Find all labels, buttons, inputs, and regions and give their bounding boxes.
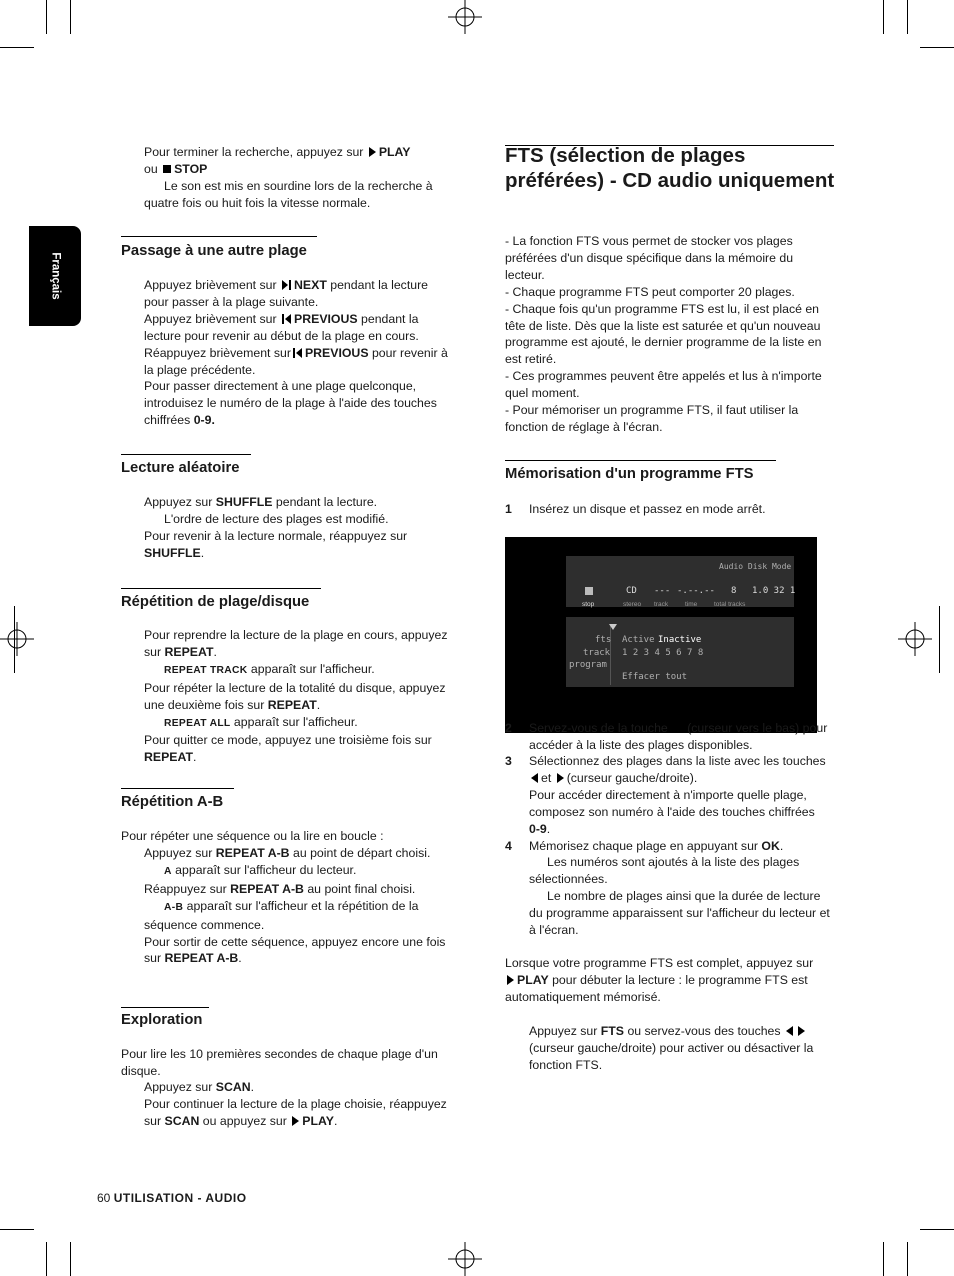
exploration-intro: Pour lire les 10 premières secondes de chaque plage d'un disque.: [121, 1047, 438, 1078]
repetition-text: Pour reprendre la lecture de la plage en cours, appuyez sur REPEAT. REPEAT TRACK apparaît sur l'afficheur. Pour répéter la lecture de la totalité du disque, appuyez une deuxième fois sur REPEAT. REPEAT ALL apparaît sur l'afficheur. Pour quitter ce mode, appuyez une troisième fois sur REPEAT.: [144, 628, 448, 765]
mute-note: Le son est mis en sourdine lors de la recherche à quatre fois ou huit fois la vitesse normale.: [144, 179, 433, 210]
osd-label-fts: fts: [595, 635, 612, 645]
section-rule: [121, 454, 251, 455]
osd-stereo-label: stereo: [623, 601, 642, 608]
section-title-memorisation: Mémorisation d'un programme FTS: [505, 466, 754, 482]
cursor-right-icon: [798, 1026, 805, 1036]
section-title-ab: Répétition A-B: [121, 794, 224, 810]
cursor-left-icon: [531, 773, 538, 783]
section-rule: [121, 1007, 209, 1008]
footer-section: UTILISATION - AUDIO: [113, 1191, 247, 1205]
play-icon: [507, 975, 514, 985]
section-title-repetition: Répétition de plage/disque: [121, 594, 310, 610]
intro-line: - La fonction FTS vous permet de stocker vos plages préférées d'un disque spécifique dans la mémoire du lecteur.: [505, 234, 794, 282]
lecture-text: Appuyez sur SHUFFLE pendant la lecture.: [144, 495, 378, 509]
osd-clear-all[interactable]: Effacer tout: [622, 672, 688, 682]
osd-track-numbers[interactable]: 1 2 3 4 5 6 7 8: [622, 648, 704, 658]
section-title-lecture: Lecture aléatoire: [121, 460, 240, 476]
registration-mark-icon: [448, 1242, 482, 1276]
registration-mark-icon: [0, 622, 34, 656]
osd-label-track: track: [583, 648, 611, 658]
passage-text: Appuyez brièvement sur NEXT pendant la lecture pour passer à la plage suivante. Appuyez brièvement sur PREVIOUS pendant la lecture pour revenir au début de la plage en cours. Réappuyez brièvement sur PREVIOUS pour revenir à la plage précédente. Pour passer directement à une plage quelconque, introduisez le numéro de la plage à l'aide des touches chiffrées 0-9.: [144, 278, 448, 428]
intro-line: - Pour mémoriser un programme FTS, il faut utiliser la fonction de réglage à l'écran.: [505, 403, 799, 434]
language-tab: [29, 226, 81, 326]
osd-time-label: time: [685, 601, 698, 608]
osd-inactive[interactable]: Inactive: [658, 635, 702, 645]
section-rule: [505, 460, 776, 461]
ab-text: Appuyez sur REPEAT A-B au point de départ choisi. A apparaît sur l'afficheur du lecteur. Réappuyez sur REPEAT A-B au point final choisi. A-B apparaît sur l'afficheur et la répétition de la séquence commence. Pour sortir de cette séquence, appuyez encore une fois sur REPEAT A-B.: [144, 846, 446, 966]
cursor-down-icon: [609, 623, 617, 631]
stop-icon: [163, 165, 171, 173]
previous-icon: [293, 348, 303, 358]
play-icon: [292, 1116, 299, 1126]
osd-label-program: program: [569, 660, 607, 670]
section-title-passage: Passage à une autre plage: [121, 243, 307, 259]
osd-extra: 1.0 32 1: [752, 586, 796, 596]
osd-total-value: 8: [731, 586, 737, 596]
step-4-note-1: Les numéros sont ajoutés à la liste des plages sélectionnées.: [529, 855, 800, 886]
play-icon: [369, 147, 376, 157]
intro-line: - Chaque fois qu'un programme FTS est lu, il est placé en tête de liste. Dès que la liste est saturée et qu'un nouveau programme est ajouté, le dernier programme de la liste en est retiré.: [505, 301, 822, 367]
fts-toggle-text: Appuyez sur FTS ou servez-vous des touches (curseur gauche/droite) pour activer ou désactiver la fonction FTS.: [529, 1024, 814, 1072]
section-rule: [121, 588, 321, 589]
cursor-down-icon: [674, 724, 684, 732]
section-rule: [121, 236, 317, 237]
page-title: FTS (sélection de plages préférées) - CD audio uniquement: [505, 144, 835, 192]
osd-active[interactable]: Active: [622, 635, 655, 645]
intro-line: - Chaque programme FTS peut comporter 20 plages.: [505, 284, 795, 299]
osd-mode: Audio Disk Mode: [719, 562, 792, 571]
osd-track-label: track: [654, 601, 669, 608]
search-end-text: Pour terminer la recherche, appuyez sur PLAY ou STOP: [144, 145, 411, 176]
osd-cd: CD: [626, 586, 637, 596]
previous-icon: [282, 314, 292, 324]
osd-time-value: -.--.--: [677, 586, 715, 596]
next-icon: [282, 280, 292, 290]
registration-mark-icon: [448, 0, 482, 34]
fts-intro: [505, 233, 835, 436]
cursor-right-icon: [557, 773, 564, 783]
section-rule: [121, 788, 234, 789]
lecture-note: L'ordre de lecture des plages est modifié.: [164, 512, 389, 526]
lecture-return: Pour revenir à la lecture normale, réappuyez sur SHUFFLE.: [144, 529, 408, 560]
osd-total-label: total tracks: [714, 601, 746, 608]
cursor-left-icon: [786, 1026, 793, 1036]
osd-stop-label: stop: [582, 601, 595, 608]
page-number: 60: [97, 1191, 111, 1205]
osd-track-value: ---: [654, 586, 671, 596]
step-4-note-2: Le nombre de plages ainsi que la durée de lecture du programme apparaissent sur l'afficheur du lecteur et à l'écran.: [529, 889, 830, 937]
osd-screen: [505, 537, 817, 733]
ab-intro: Pour répéter une séquence ou la lire en boucle :: [121, 829, 384, 843]
intro-line: - Ces programmes peuvent être appelés et lus à n'importe quel moment.: [505, 369, 822, 401]
exploration-text: Appuyez sur SCAN. Pour continuer la lecture de la plage choisie, réappuyez sur SCAN ou appuyez sur PLAY.: [144, 1080, 447, 1128]
section-title-exploration: Exploration: [121, 1012, 203, 1028]
registration-mark-icon: [898, 622, 932, 656]
language-tab-label: Français: [49, 252, 62, 300]
stop-icon: [585, 587, 593, 595]
page-footer: [97, 1190, 247, 1207]
final-text: Lorsque votre programme FTS est complet, appuyez sur PLAY pour débuter la lecture : le programme FTS est automatiquement mémorisé.: [505, 956, 814, 1004]
